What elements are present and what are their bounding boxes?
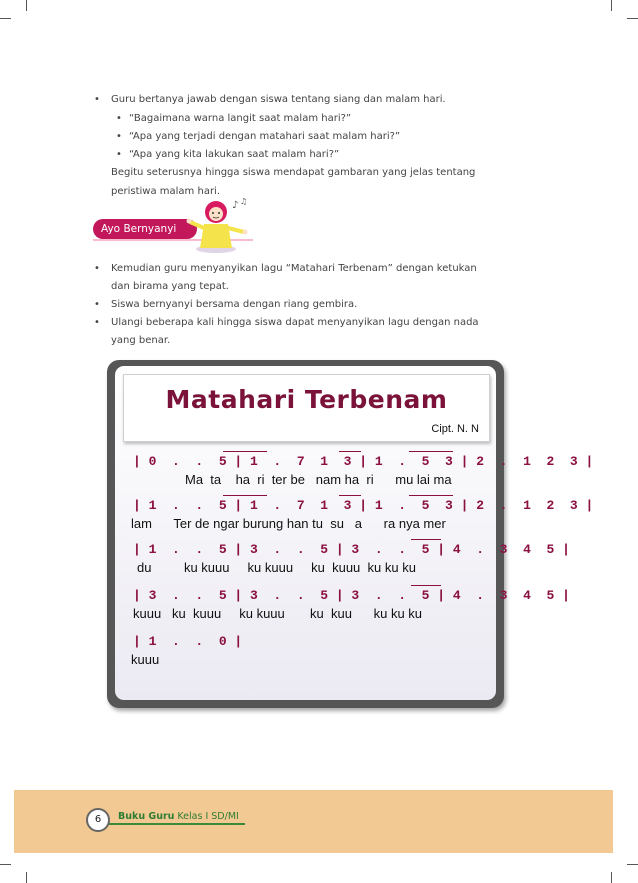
section-label: Ayo Bernyanyi xyxy=(93,219,197,239)
crop-mark xyxy=(611,0,612,11)
bullet-text: Guru bertanya jawab dengan siswa tentang siang dan malam hari. xyxy=(111,94,446,105)
lyric-line-4: kuuu ku kuuu ku kuuu ku kuu ku ku ku xyxy=(133,606,423,621)
notation-line-4: | 3 . . 5 | 3 . . 5 | 3 . . 5 | 4 . 3 4 5 | xyxy=(133,588,570,603)
crop-mark xyxy=(627,18,638,19)
paragraph-line: peristiwa malam hari. xyxy=(111,186,221,197)
lyric-line-2: lam Ter de ngar burung han tu su a ra nya mer xyxy=(131,516,446,531)
bullet-continuation: yang benar. xyxy=(111,335,171,346)
note-overline xyxy=(411,539,441,540)
note-overline xyxy=(223,495,267,496)
girl-singing-illustration xyxy=(178,196,254,254)
bullet-text: Siswa bernyanyi bersama dengan riang gembira. xyxy=(111,299,358,310)
lyric-line-1: Ma ta ha ri ter be nam ha ri mu lai ma xyxy=(185,472,452,487)
sub-bullet-text: “Bagaimana warna langit saat malam hari?” xyxy=(129,113,352,124)
note-overline xyxy=(223,451,267,452)
crop-mark xyxy=(627,864,638,865)
crop-mark xyxy=(0,18,11,19)
book-title xyxy=(118,811,239,822)
notation-line-1: | 0 . . 5 | 1 . 7 1 3 | 1 . 5 3 | 2 . 1 2 3 | xyxy=(133,454,594,469)
song-frame xyxy=(107,360,594,708)
note-overline xyxy=(409,495,453,496)
sub-bullet-text: “Apa yang kita lakukan saat malam hari?” xyxy=(129,149,340,160)
song-panel xyxy=(115,366,594,700)
song-title: Matahari Terbenam xyxy=(165,385,448,414)
note-overline xyxy=(409,451,453,452)
notation-line-2: | 1 . . 5 | 1 . 7 1 3 | 1 . 5 3 | 2 . 1 2 3 | xyxy=(133,498,594,513)
paragraph-line: Begitu seterusnya hingga siswa mendapat gambaran yang jelas tentang xyxy=(111,167,476,178)
note-overline xyxy=(411,585,441,586)
svg-text:♪: ♪ xyxy=(232,200,239,211)
bullet-text: Ulangi beberapa kali hingga siswa dapat menyanyikan lagu dengan nada xyxy=(111,317,479,328)
song-composer: Cipt. N. N xyxy=(431,423,479,435)
notation-line-3: | 1 . . 5 | 3 . . 5 | 3 . . 5 | 4 . 3 4 5 | xyxy=(133,542,570,557)
crop-mark xyxy=(26,0,27,11)
svg-text:♫: ♫ xyxy=(240,197,248,206)
lyric-line-3: du ku kuuu ku kuuu ku kuuu ku ku ku xyxy=(137,560,416,575)
crop-mark xyxy=(0,864,11,865)
sub-bullet-text: “Apa yang terjadi dengan matahari saat malam hari?” xyxy=(129,131,401,142)
lyric-line-5: kuuu xyxy=(131,652,160,667)
page-number: 6 xyxy=(86,808,110,832)
bullet-text: Kemudian guru menyanyikan lagu “Matahari Terbenam” dengan ketukan xyxy=(111,263,477,274)
note-overline xyxy=(339,451,361,452)
notation-line-5: | 1 . . 0 | xyxy=(133,634,243,649)
note-overline xyxy=(339,495,361,496)
book-title-bold: Buku Guru xyxy=(118,811,175,822)
song-title-box xyxy=(123,374,490,442)
footer-rule xyxy=(108,823,245,825)
crop-mark xyxy=(611,872,612,883)
book-title-rest: Kelas I SD/MI xyxy=(174,811,239,822)
bullet-continuation: dan birama yang tepat. xyxy=(111,281,229,292)
crop-mark xyxy=(26,872,27,883)
